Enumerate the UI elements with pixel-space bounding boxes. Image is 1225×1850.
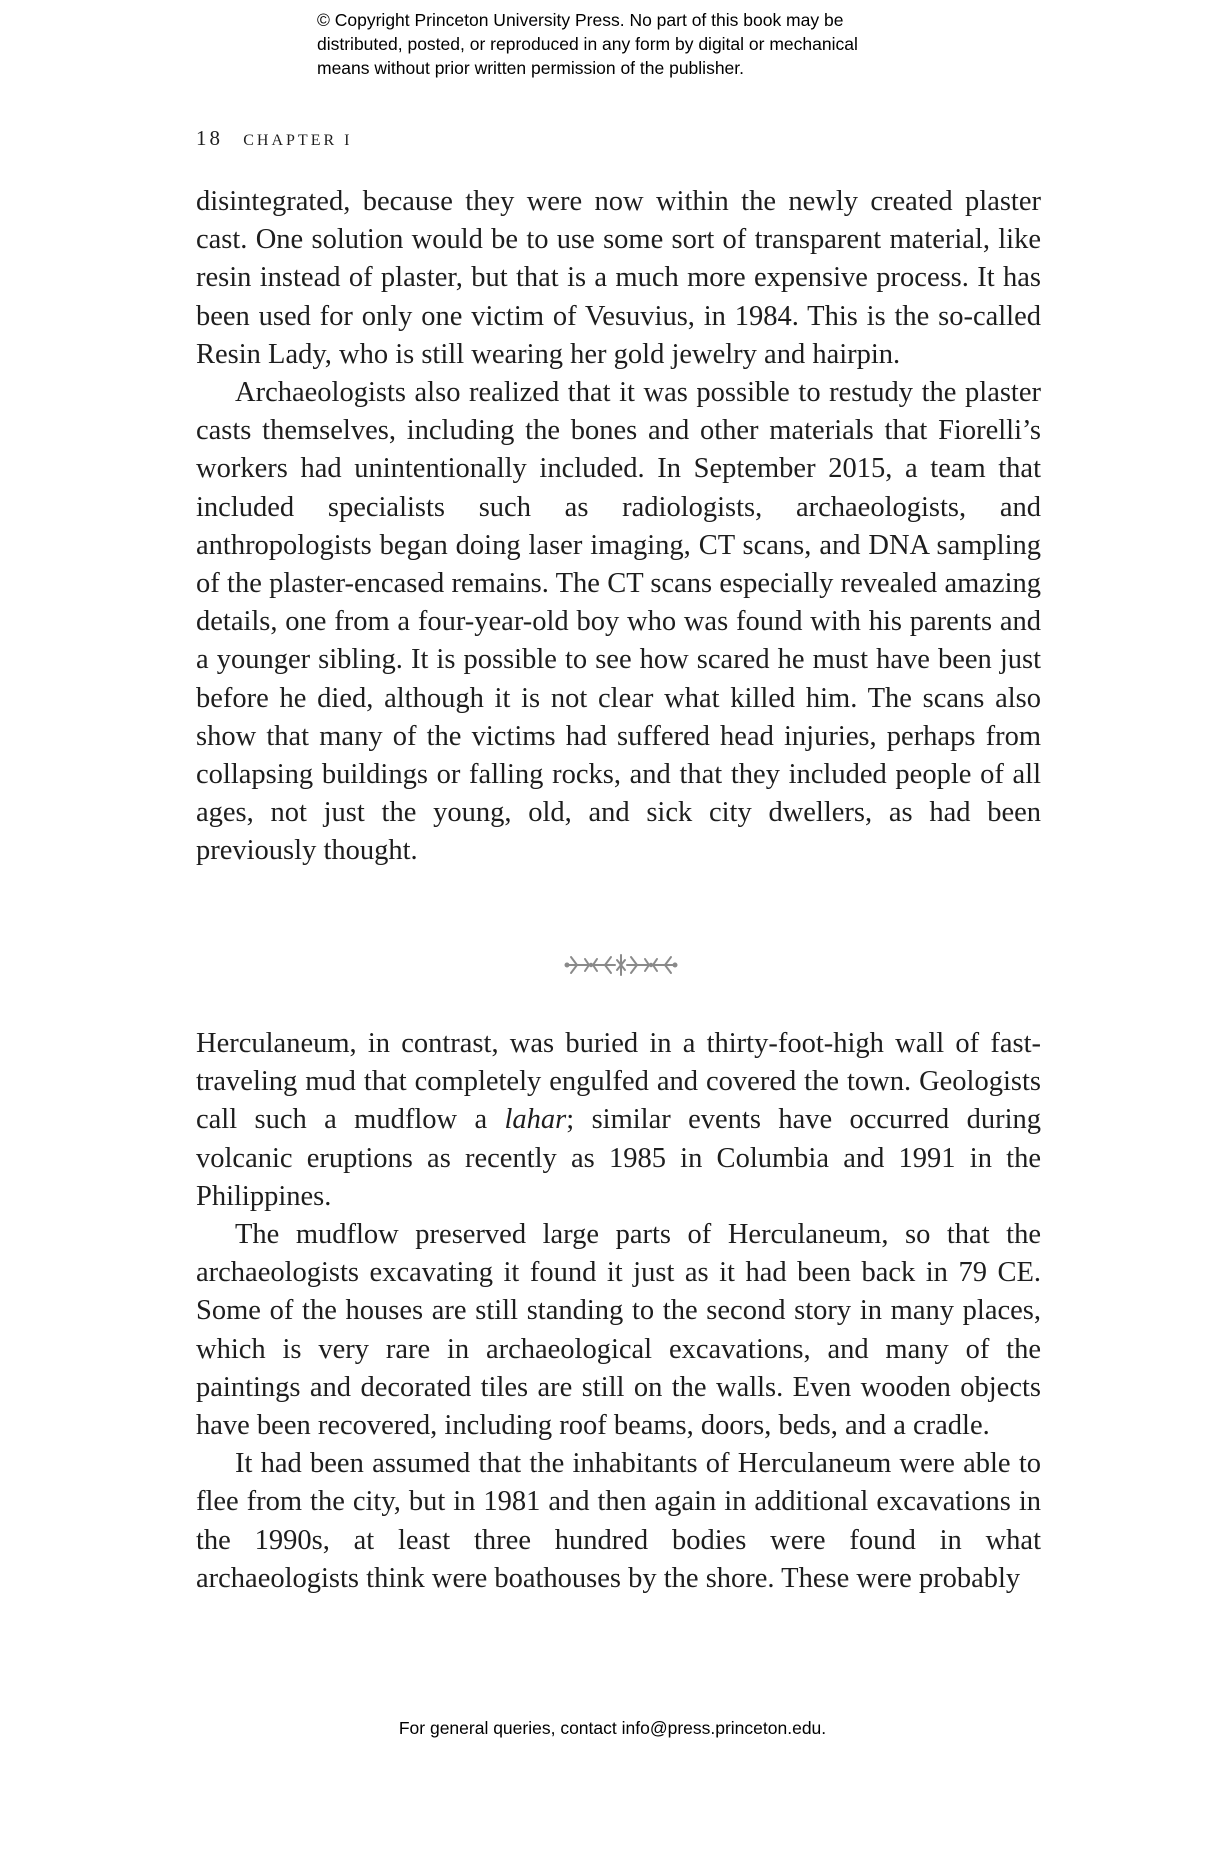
section-2-text bbox=[196, 1025, 1041, 1598]
paragraph-text: ; similar events have occurred during volcanic eruptions as recently as 1985 in Columbia and 1991 in the Philippines. bbox=[196, 1104, 1041, 1212]
copyright-line: means without prior written permission of the publisher. bbox=[317, 58, 745, 78]
section-break-ornament-icon bbox=[561, 951, 681, 979]
copyright-line: distributed, posted, or reproduced in any form by digital or mechanical bbox=[317, 34, 858, 54]
page-number: 18 bbox=[196, 126, 223, 150]
paragraph bbox=[196, 1025, 1041, 1216]
chapter-label: CHAPTER I bbox=[243, 132, 353, 149]
running-head bbox=[196, 126, 352, 151]
copyright-notice bbox=[317, 8, 937, 80]
italic-term: lahar bbox=[504, 1104, 567, 1136]
paragraph: disintegrated, because they were now within the newly created plaster cast. One solution would be to use some sort of transparent material, like resin instead of plaster, but that is a much more expensive process. It has been used for only one victim of Vesuvius, in 1984. This is the so-called Resin Lady, who is still wearing her gold jewelry and hairpin. bbox=[196, 186, 1041, 370]
paragraph: It had been assumed that the inhabitants of Herculaneum were able to flee from the city, but in 1981 and then again in additional excavations in the 1990s, at least three hundred bodies were found in what archaeologists think were boathouses by the shore. These were probably bbox=[196, 1448, 1041, 1594]
section-1-text bbox=[196, 183, 1041, 871]
paragraph: Archaeologists also realized that it was possible to restudy the plaster casts themselves, including the bones and other materials that Fiorelli’s workers had unintentionally included. In September 2015, a team that included specialists such as radiologists, archaeologists, and anthropologists began doing laser imaging, CT scans, and DNA sampling of the plaster-encased remains. The CT scans especially revealed amazing details, one from a four-year-old boy who was found with his parents and a younger sibling. It is possible to see how scared he must have been just before he died, although it is not clear what killed him. The scans also show that many of the victims had suffered head injuries, perhaps from collapsing buildings or falling rocks, and that they included people of all ages, not just the young, old, and sick city dwellers, as had been previously thought. bbox=[196, 377, 1041, 867]
paragraph: The mudflow preserved large parts of Herculaneum, so that the archaeologists excavating it found it just as it had been back in 79 CE. Some of the houses are still standing to the second story in many places, which is very rare in archaeological excavations, and many of the paintings and decorated tiles are still on the walls. Even wooden objects have been recovered, including roof beams, doors, beds, and a cradle. bbox=[196, 1219, 1041, 1442]
paragraph-text: Herculaneum, in contrast, was buried in a thirty-foot-high wall of fast-traveling mud that completely engulfed and covered the town. Geologists call such a mudflow a bbox=[196, 1028, 1041, 1136]
footer-contact: For general queries, contact info@press.princeton.edu. bbox=[398, 1718, 827, 1738]
copyright-line: © Copyright Princeton University Press. No part of this book may be bbox=[317, 10, 844, 30]
